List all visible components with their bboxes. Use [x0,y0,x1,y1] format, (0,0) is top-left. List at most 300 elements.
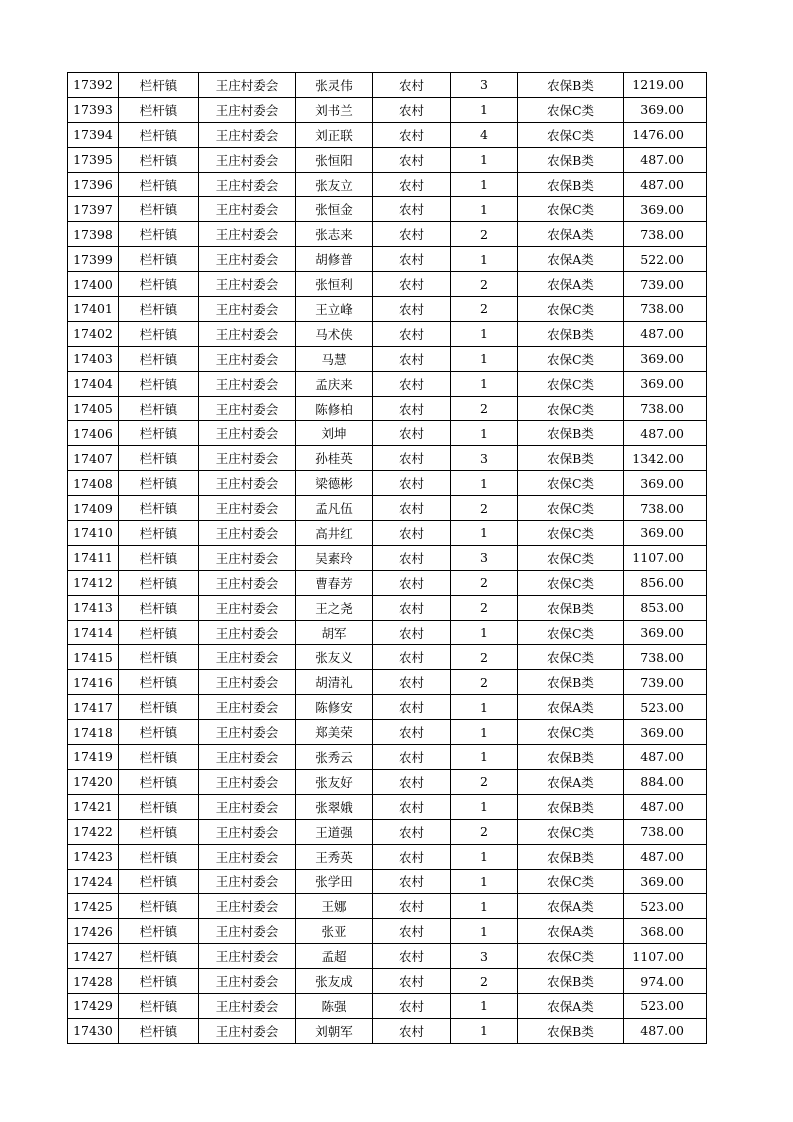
village-cell: 王庄村委会 [199,521,296,546]
town-cell: 栏杆镇 [119,769,199,794]
household-count-cell: 2 [451,819,518,844]
name-cell: 陈修柏 [296,396,373,421]
name-cell: 张志来 [296,222,373,247]
household-count-cell: 1 [451,521,518,546]
insurance-class-cell: 农保C类 [518,645,624,670]
household-count-cell: 1 [451,695,518,720]
area-type-cell: 农村 [373,222,451,247]
amount-cell: 487.00 [624,1018,707,1043]
serial-cell: 17395 [68,147,119,172]
area-type-cell: 农村 [373,894,451,919]
village-cell: 王庄村委会 [199,222,296,247]
area-type-cell: 农村 [373,545,451,570]
name-cell: 吴素玲 [296,545,373,570]
town-cell: 栏杆镇 [119,297,199,322]
table-row [68,421,707,446]
household-count-cell: 2 [451,396,518,421]
household-count-cell: 1 [451,421,518,446]
area-type-cell: 农村 [373,720,451,745]
town-cell: 栏杆镇 [119,371,199,396]
insurance-class-cell: 农保A类 [518,247,624,272]
household-count-cell: 1 [451,720,518,745]
town-cell: 栏杆镇 [119,969,199,994]
household-count-cell: 1 [451,620,518,645]
town-cell: 栏杆镇 [119,147,199,172]
area-type-cell: 农村 [373,969,451,994]
serial-cell: 17402 [68,321,119,346]
table-row [68,496,707,521]
village-cell: 王庄村委会 [199,869,296,894]
insurance-class-cell: 农保C类 [518,346,624,371]
amount-cell: 856.00 [624,570,707,595]
insurance-class-cell: 农保B类 [518,73,624,98]
town-cell: 栏杆镇 [119,993,199,1018]
insurance-class-cell: 农保B类 [518,844,624,869]
household-count-cell: 3 [451,545,518,570]
name-cell: 王秀英 [296,844,373,869]
area-type-cell: 农村 [373,346,451,371]
insurance-class-cell: 农保B类 [518,670,624,695]
town-cell: 栏杆镇 [119,446,199,471]
village-cell: 王庄村委会 [199,371,296,396]
village-cell: 王庄村委会 [199,969,296,994]
table-row [68,346,707,371]
area-type-cell: 农村 [373,97,451,122]
serial-cell: 17400 [68,272,119,297]
household-count-cell: 4 [451,122,518,147]
village-cell: 王庄村委会 [199,620,296,645]
area-type-cell: 农村 [373,844,451,869]
serial-cell: 17417 [68,695,119,720]
area-type-cell: 农村 [373,321,451,346]
insurance-class-cell: 农保A类 [518,894,624,919]
name-cell: 孟超 [296,944,373,969]
table-row [68,371,707,396]
village-cell: 王庄村委会 [199,97,296,122]
village-cell: 王庄村委会 [199,272,296,297]
amount-cell: 739.00 [624,272,707,297]
insurance-class-cell: 农保C类 [518,122,624,147]
village-cell: 王庄村委会 [199,993,296,1018]
area-type-cell: 农村 [373,446,451,471]
village-cell: 王庄村委会 [199,944,296,969]
name-cell: 刘书兰 [296,97,373,122]
insurance-class-cell: 农保C类 [518,620,624,645]
name-cell: 孟凡伍 [296,496,373,521]
amount-cell: 369.00 [624,620,707,645]
table-row [68,446,707,471]
village-cell: 王庄村委会 [199,844,296,869]
serial-cell: 17421 [68,794,119,819]
name-cell: 马术侠 [296,321,373,346]
insurance-class-cell: 农保A类 [518,695,624,720]
town-cell: 栏杆镇 [119,247,199,272]
serial-cell: 17426 [68,919,119,944]
village-cell: 王庄村委会 [199,695,296,720]
table-row [68,794,707,819]
table-row [68,620,707,645]
name-cell: 张秀云 [296,745,373,770]
table-row [68,247,707,272]
insurance-class-cell: 农保B类 [518,147,624,172]
household-count-cell: 1 [451,471,518,496]
table-row [68,969,707,994]
insurance-class-cell: 农保B类 [518,595,624,620]
insurance-class-cell: 农保C类 [518,471,624,496]
town-cell: 栏杆镇 [119,869,199,894]
village-cell: 王庄村委会 [199,919,296,944]
serial-cell: 17392 [68,73,119,98]
table-row [68,595,707,620]
insurance-class-cell: 农保A类 [518,769,624,794]
area-type-cell: 农村 [373,496,451,521]
serial-cell: 17423 [68,844,119,869]
name-cell: 刘正联 [296,122,373,147]
household-count-cell: 1 [451,919,518,944]
area-type-cell: 农村 [373,794,451,819]
table-row [68,819,707,844]
household-count-cell: 2 [451,969,518,994]
table-row [68,1018,707,1043]
household-count-cell: 2 [451,297,518,322]
serial-cell: 17406 [68,421,119,446]
area-type-cell: 农村 [373,1018,451,1043]
serial-cell: 17398 [68,222,119,247]
table-row [68,570,707,595]
table-row [68,993,707,1018]
village-cell: 王庄村委会 [199,720,296,745]
amount-cell: 1476.00 [624,122,707,147]
table-row [68,869,707,894]
household-count-cell: 1 [451,346,518,371]
amount-cell: 487.00 [624,794,707,819]
village-cell: 王庄村委会 [199,446,296,471]
amount-cell: 523.00 [624,695,707,720]
area-type-cell: 农村 [373,769,451,794]
town-cell: 栏杆镇 [119,521,199,546]
serial-cell: 17404 [68,371,119,396]
amount-cell: 487.00 [624,745,707,770]
insurance-class-cell: 农保B类 [518,969,624,994]
area-type-cell: 农村 [373,944,451,969]
town-cell: 栏杆镇 [119,545,199,570]
amount-cell: 487.00 [624,147,707,172]
village-cell: 王庄村委会 [199,147,296,172]
serial-cell: 17394 [68,122,119,147]
serial-cell: 17428 [68,969,119,994]
amount-cell: 738.00 [624,222,707,247]
insurance-class-cell: 农保A类 [518,222,624,247]
household-count-cell: 1 [451,321,518,346]
town-cell: 栏杆镇 [119,396,199,421]
area-type-cell: 农村 [373,396,451,421]
village-cell: 王庄村委会 [199,172,296,197]
town-cell: 栏杆镇 [119,496,199,521]
table-row [68,272,707,297]
area-type-cell: 农村 [373,620,451,645]
amount-cell: 739.00 [624,670,707,695]
amount-cell: 738.00 [624,496,707,521]
household-count-cell: 2 [451,595,518,620]
village-cell: 王庄村委会 [199,1018,296,1043]
town-cell: 栏杆镇 [119,919,199,944]
village-cell: 王庄村委会 [199,894,296,919]
table-row [68,97,707,122]
serial-cell: 17415 [68,645,119,670]
town-cell: 栏杆镇 [119,122,199,147]
household-count-cell: 1 [451,844,518,869]
insurance-class-cell: 农保B类 [518,446,624,471]
amount-cell: 369.00 [624,720,707,745]
table-row [68,944,707,969]
name-cell: 胡清礼 [296,670,373,695]
town-cell: 栏杆镇 [119,819,199,844]
household-count-cell: 3 [451,73,518,98]
table-row [68,521,707,546]
name-cell: 张翠娥 [296,794,373,819]
serial-cell: 17414 [68,620,119,645]
table-row [68,321,707,346]
household-count-cell: 1 [451,172,518,197]
table-row [68,919,707,944]
area-type-cell: 农村 [373,993,451,1018]
household-count-cell: 1 [451,869,518,894]
amount-cell: 369.00 [624,346,707,371]
town-cell: 栏杆镇 [119,720,199,745]
household-count-cell: 1 [451,1018,518,1043]
household-count-cell: 1 [451,97,518,122]
serial-cell: 17419 [68,745,119,770]
amount-cell: 738.00 [624,645,707,670]
serial-cell: 17403 [68,346,119,371]
name-cell: 张友好 [296,769,373,794]
insurance-class-cell: 农保B类 [518,745,624,770]
serial-cell: 17412 [68,570,119,595]
amount-cell: 369.00 [624,521,707,546]
area-type-cell: 农村 [373,247,451,272]
town-cell: 栏杆镇 [119,670,199,695]
village-cell: 王庄村委会 [199,496,296,521]
name-cell: 张友义 [296,645,373,670]
name-cell: 刘朝军 [296,1018,373,1043]
insurance-class-cell: 农保A类 [518,993,624,1018]
town-cell: 栏杆镇 [119,944,199,969]
serial-cell: 17393 [68,97,119,122]
insurance-class-cell: 农保C类 [518,869,624,894]
name-cell: 张灵伟 [296,73,373,98]
area-type-cell: 农村 [373,670,451,695]
village-cell: 王庄村委会 [199,346,296,371]
village-cell: 王庄村委会 [199,247,296,272]
table-row [68,745,707,770]
village-cell: 王庄村委会 [199,670,296,695]
amount-cell: 369.00 [624,471,707,496]
town-cell: 栏杆镇 [119,172,199,197]
name-cell: 孟庆来 [296,371,373,396]
amount-cell: 1219.00 [624,73,707,98]
amount-cell: 1342.00 [624,446,707,471]
serial-cell: 17425 [68,894,119,919]
village-cell: 王庄村委会 [199,595,296,620]
serial-cell: 17413 [68,595,119,620]
name-cell: 陈修安 [296,695,373,720]
name-cell: 王娜 [296,894,373,919]
insurance-class-cell: 农保C类 [518,197,624,222]
amount-cell: 369.00 [624,97,707,122]
table-row [68,720,707,745]
serial-cell: 17401 [68,297,119,322]
town-cell: 栏杆镇 [119,222,199,247]
insurance-class-cell: 农保B类 [518,172,624,197]
insurance-class-cell: 农保B类 [518,1018,624,1043]
village-cell: 王庄村委会 [199,819,296,844]
table-row [68,122,707,147]
serial-cell: 17408 [68,471,119,496]
insurance-class-cell: 农保C类 [518,819,624,844]
town-cell: 栏杆镇 [119,745,199,770]
village-cell: 王庄村委会 [199,421,296,446]
household-count-cell: 1 [451,993,518,1018]
household-count-cell: 1 [451,371,518,396]
area-type-cell: 农村 [373,147,451,172]
household-count-cell: 2 [451,272,518,297]
name-cell: 王道强 [296,819,373,844]
name-cell: 张亚 [296,919,373,944]
area-type-cell: 农村 [373,297,451,322]
area-type-cell: 农村 [373,521,451,546]
amount-cell: 369.00 [624,371,707,396]
area-type-cell: 农村 [373,122,451,147]
area-type-cell: 农村 [373,645,451,670]
insurance-class-cell: 农保C类 [518,371,624,396]
table-row [68,297,707,322]
village-cell: 王庄村委会 [199,73,296,98]
name-cell: 马慧 [296,346,373,371]
town-cell: 栏杆镇 [119,321,199,346]
area-type-cell: 农村 [373,471,451,496]
area-type-cell: 农村 [373,197,451,222]
name-cell: 曹春芳 [296,570,373,595]
village-cell: 王庄村委会 [199,645,296,670]
village-cell: 王庄村委会 [199,122,296,147]
amount-cell: 487.00 [624,844,707,869]
town-cell: 栏杆镇 [119,595,199,620]
household-count-cell: 2 [451,769,518,794]
household-count-cell: 2 [451,570,518,595]
village-cell: 王庄村委会 [199,297,296,322]
table-row [68,670,707,695]
amount-cell: 523.00 [624,894,707,919]
insurance-class-cell: 农保C类 [518,521,624,546]
amount-cell: 738.00 [624,396,707,421]
amount-cell: 974.00 [624,969,707,994]
table-row [68,844,707,869]
serial-cell: 17416 [68,670,119,695]
town-cell: 栏杆镇 [119,346,199,371]
insurance-class-cell: 农保C类 [518,545,624,570]
name-cell: 王立峰 [296,297,373,322]
name-cell: 张学田 [296,869,373,894]
serial-cell: 17429 [68,993,119,1018]
serial-cell: 17409 [68,496,119,521]
name-cell: 梁德彬 [296,471,373,496]
town-cell: 栏杆镇 [119,570,199,595]
name-cell: 刘坤 [296,421,373,446]
household-count-cell: 1 [451,894,518,919]
area-type-cell: 农村 [373,595,451,620]
table-row [68,197,707,222]
amount-cell: 1107.00 [624,944,707,969]
household-count-cell: 1 [451,745,518,770]
amount-cell: 523.00 [624,993,707,1018]
village-cell: 王庄村委会 [199,321,296,346]
household-count-cell: 2 [451,496,518,521]
town-cell: 栏杆镇 [119,1018,199,1043]
town-cell: 栏杆镇 [119,794,199,819]
serial-cell: 17420 [68,769,119,794]
name-cell: 张恒金 [296,197,373,222]
table-row [68,172,707,197]
table-row [68,222,707,247]
town-cell: 栏杆镇 [119,272,199,297]
amount-cell: 368.00 [624,919,707,944]
insurance-class-cell: 农保C类 [518,297,624,322]
village-cell: 王庄村委会 [199,471,296,496]
village-cell: 王庄村委会 [199,396,296,421]
household-count-cell: 1 [451,794,518,819]
insurance-class-cell: 农保B类 [518,421,624,446]
amount-cell: 884.00 [624,769,707,794]
area-type-cell: 农村 [373,73,451,98]
town-cell: 栏杆镇 [119,695,199,720]
amount-cell: 1107.00 [624,545,707,570]
table-row [68,396,707,421]
insurance-class-cell: 农保A类 [518,919,624,944]
name-cell: 胡军 [296,620,373,645]
area-type-cell: 农村 [373,695,451,720]
table-row [68,147,707,172]
serial-cell: 17411 [68,545,119,570]
amount-cell: 487.00 [624,421,707,446]
serial-cell: 17407 [68,446,119,471]
village-cell: 王庄村委会 [199,570,296,595]
insurance-class-cell: 农保B类 [518,321,624,346]
table-body [68,73,707,1044]
amount-cell: 738.00 [624,819,707,844]
name-cell: 张恒利 [296,272,373,297]
village-cell: 王庄村委会 [199,769,296,794]
village-cell: 王庄村委会 [199,197,296,222]
serial-cell: 17427 [68,944,119,969]
area-type-cell: 农村 [373,371,451,396]
household-count-cell: 3 [451,446,518,471]
records-table [67,72,707,1044]
name-cell: 张恒阳 [296,147,373,172]
household-count-cell: 1 [451,147,518,172]
serial-cell: 17399 [68,247,119,272]
area-type-cell: 农村 [373,919,451,944]
name-cell: 张友立 [296,172,373,197]
name-cell: 胡修普 [296,247,373,272]
serial-cell: 17430 [68,1018,119,1043]
household-count-cell: 2 [451,645,518,670]
insurance-class-cell: 农保C类 [518,396,624,421]
insurance-class-cell: 农保B类 [518,794,624,819]
table-row [68,545,707,570]
town-cell: 栏杆镇 [119,620,199,645]
insurance-class-cell: 农保A类 [518,272,624,297]
amount-cell: 487.00 [624,321,707,346]
